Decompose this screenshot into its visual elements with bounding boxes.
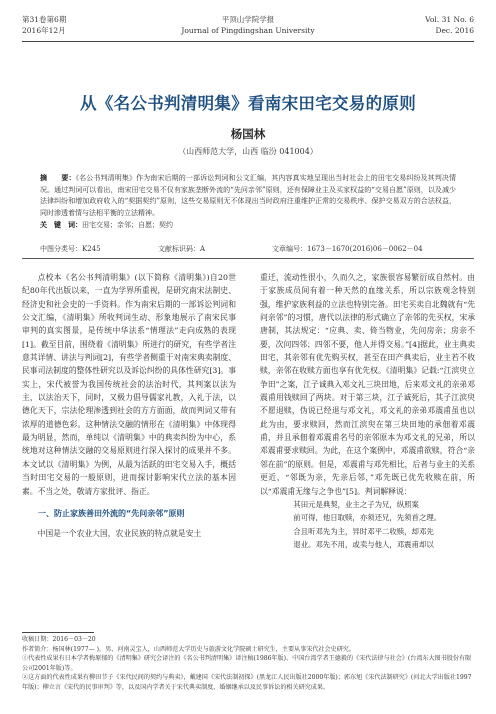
author-name: 杨国林	[230, 127, 266, 141]
issue-date: 2016年12月	[22, 26, 66, 35]
volume-issue-en: Vol. 31 No. 6	[425, 15, 474, 24]
article-title: 从《名公书判清明集》看南宋田宅交易的原则	[80, 94, 416, 113]
quoted-verse: 前可得，他日取赎，亦须还兄，先须首之理。	[293, 513, 442, 523]
clc-number: 中图分类号：K245	[40, 245, 101, 253]
body-right-column	[260, 271, 475, 551]
issue-date-en: Dec. 2016	[435, 26, 474, 35]
abstract-block	[40, 172, 456, 232]
document-code: 文献标识码：A	[158, 245, 206, 253]
abstract-text: 《名公书判清明集》作为南宋后期的一部诉讼判词和公文汇编，其内容真实地呈现出当时社会上的田宅交易纠纷及其判决情况。通过判词可以看出，南宋田宅交易不仅有家族垄断外流的“先问亲邻”原则，还有保障业主及买家权益的“交易自愿”原则，以及减少法律纠纷和增加政府收入的“契据契约”原则，这些交易原则无不体现出当时政府注重维护正常的交易秩序、保护交易双方的合法权益，同时渗透着情与法相平衡的立法精神。	[40, 174, 457, 217]
footnote-1: ①代表性成果有日本学者梅原郁的《清明集》研究会译注的《名公书判清明集》译注稿(1986年版)、中国台湾学者王德毅的《宋代法律与社会》(台湾东大图书股份有限公司2001年版)等。	[22, 655, 472, 672]
body-paragraph: 中国是一个农业大国，农业民族的特点就是安土	[37, 529, 202, 539]
section-heading: 一、防止家族善田外流的“先问亲邻”原则	[38, 508, 185, 518]
abstract-paragraph	[40, 172, 456, 219]
author-affiliation: （山西师范大学，山西 临汾 041004）	[178, 147, 318, 156]
received-date: 收稿日期：2016－03－20	[22, 636, 96, 643]
quoted-verse: 合且听邓先为主，异时邓平二收赎，却邓先	[293, 526, 434, 536]
quoted-verse: 其田元是典契，业主之子为兄，纵照案	[293, 499, 419, 509]
footnotes	[22, 635, 474, 693]
body-left-column	[22, 271, 236, 541]
keywords-label: 关 键 词：	[40, 220, 82, 230]
quoted-verse: 退业。邓先不用，或卖与他人，邓震甫却以	[293, 539, 434, 549]
footnote-rule	[22, 632, 94, 633]
author-bio: 作者简介：杨国林(1977— )，男，河南灵宝人，山西师范大学历史与旅游文化学院硕士研究生，主要从事宋代社会史研究。	[22, 645, 355, 653]
keywords-text: 田宅交易；亲邻；自愿；契约	[82, 221, 173, 230]
volume-issue: 第31卷第6期	[22, 15, 67, 24]
header-center	[22, 14, 474, 36]
footnote-2: ②这方面的代表性成果有柳田节子《宋代民间的契约与典卖》，戴建国《宋代法制初探》(黑龙江人民出版社2000年版)；郭东旭《宋代法制研究》(河北大学出版社1997年版)；柳立言《宋代的民事审判》等，以及国内学者关于宋代典卖制度、婚姻继承以及民事诉讼的相关研究成果。	[22, 674, 472, 691]
body-paragraph: 点校本《名公书判清明集》(以下简称《清明集》)自20世纪80年代出版以来，一直为学界所重视，是研究南宋法制史、经济史和社会史的一手资料。作为南宋后期的一部诉讼判词和公文汇编，《清明集》所收判词生动、形象地展示了南宋民事审判的真实图景，是传统中华法系“情理法”走向成熟的表现[1]。截至目前，围绕着《清明集》所进行的研究，有些学者注意其详情、讲法与判词[2]，有些学者侧重于对南宋典卖制度、民事司法制度的整体性研究以及诉讼纠纷的具体性研究[3]。事实上，宋代被誉为我国传统社会的法治时代，其判案以法为主，以法治天下，同时，又极力倡导儒家礼教，入礼于法，以德化天下，宗法伦理渗透到社会的方方面面，故而判词又带有浓厚的道德色彩。这种情法交融的情形在《清明集》中体现得最为明显，然而，单纯以《清明集》中的典卖纠纷为中心，系统地对这种情法交融的交易原则进行深入探讨的成果并不多。本文试以《清明集》为例，从最为活跃的田宅交易入手，概括当时田宅交易的一般原则，进而探讨影响宋代立法的基本因素。不当之处，敬请方家批评、指正。	[22, 273, 236, 496]
journal-name-cn: 平顶山学院学报	[221, 15, 275, 24]
abstract-label: 摘 要：	[40, 173, 76, 182]
meta-rule	[22, 258, 474, 259]
journal-name-en: Journal of Pingdingshan University	[181, 26, 315, 35]
article-number: 文章编号：1673－1670(2016)06－0062－04	[272, 245, 423, 253]
body-paragraph: 重迁，流动性很小，久而久之，家族很容易繁衍成自然村。由于家族成员间有着一种天然的血缘关系，所以宗族观念特别强，维护家族利益的立法也特别完备。田宅买卖自北魏就有“先问亲邻”的习惯，唐代以法律的形式确立了亲邻的先买权，宋承唐制，其法规定：“应典、卖、倚当物业，先问房亲；房亲不要，次问四邻；四邻不要，他人并得交易。”[4]据此，业主典卖田宅，其亲邻有优先购买权，甚至在田产典卖后，业主若不收赎，亲邻在收赎方面也享有优先权。《清明集》记载:“江滨臾立争田”之案，江子诚典入邓文礼三块田地，后来邓文礼的亲弟邓震甫用钱赎回了两块。对于第三块，江子诚死后，其子江滨臾不愿退赎，伪说已经退与邓文礼，邓文礼的亲弟邓震甫虽也以此为由，要求赎回，然而江滨臾在第三块田地的承佃着邓震甫，并且承佃着邓震甫名号的亲邻原本为邓文礼的兄弟，所以邓震甫要求赎回。为此，在这个案例中，邓震甫欲赎，符合“亲邻在前”的原则。但是，邓震甫与邓先相比，后者与业主的关系更近，“邻既为亲，先亲后邻，”邓先既已优先收赎在前，所以“邓震甫无缘与之争也”[5]。判词解释说：	[260, 273, 475, 496]
header-right	[425, 14, 474, 36]
keywords-line	[40, 219, 456, 232]
header-rule	[22, 41, 474, 42]
